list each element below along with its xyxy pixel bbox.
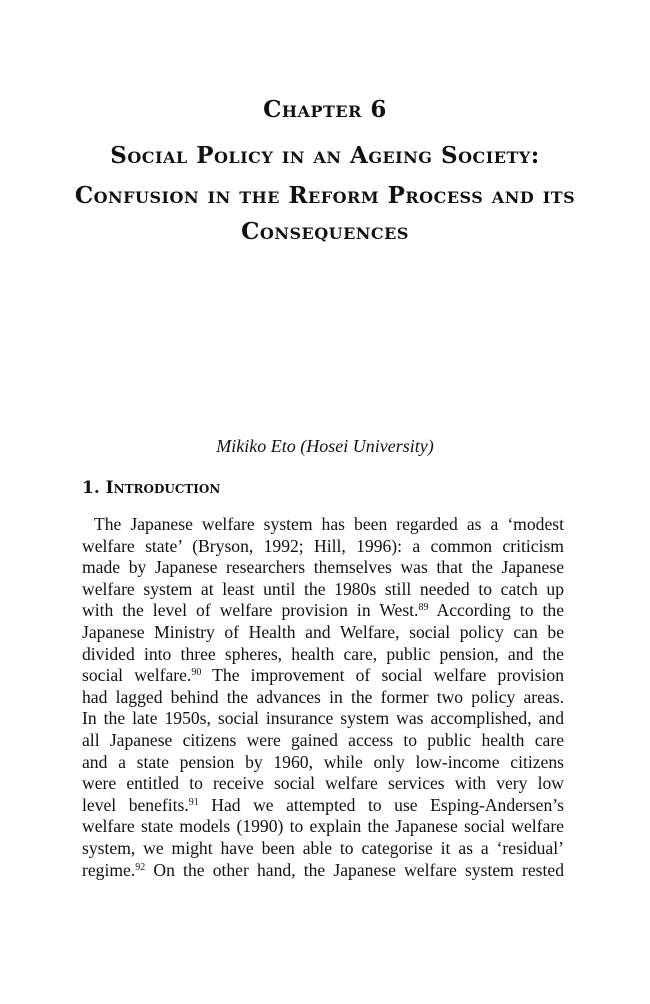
text-line: Japanese Ministry of Health and Welfare, social policy can be [82, 621, 564, 642]
footnote-ref: 90 [191, 667, 202, 679]
text-line: all Japanese citizens were gained access to public health care [82, 729, 564, 750]
text-line: system, we might have been able to categorise it as a ‘residual’ [82, 837, 564, 858]
text-line: had lagged behind the advances in the former two policy areas. [82, 686, 564, 707]
text-line: In the late 1950s, social insurance system was accomplished, and [82, 708, 564, 729]
text-line: with the level of welfare provision in West.$^{89}$ According to the [82, 600, 565, 621]
section-heading: 1. Introduction [82, 478, 221, 498]
text-line: welfare state’ (Bryson, 1992; Hill, 1996): a common criticism [82, 535, 564, 556]
text-line: and a state pension by 1960, while only low-income citizens [82, 751, 564, 772]
text-line: divided into three spheres, health care, public pension, and the [82, 643, 564, 664]
chapter-title-line-1: Social Policy in an Ageing Society: [110, 142, 540, 169]
author-affiliation: Mikiko Eto (Hosei University) [216, 436, 434, 456]
text-line: were entitled to receive social welfare services with very low [82, 773, 564, 794]
body-text [82, 514, 564, 881]
text-line: The Japanese welfare system has been regarded as a ‘modest [94, 514, 564, 534]
chapter-title-line-2: Confusion in the Reform Process and its [74, 182, 576, 209]
text-line: level benefits.$^{91}$ Had we attempted to use Esping-Andersen’s [82, 794, 564, 815]
footnote-ref: 89 [418, 602, 429, 614]
text-line: welfare system at least until the 1980s still needed to catch up [82, 578, 564, 599]
footnote-ref: 91 [188, 796, 199, 808]
text-line: regime.$^{92}$ On the other hand, the Japanese welfare system rested [82, 859, 564, 880]
text-line: welfare state models (1990) to explain the Japanese social welfare [82, 816, 564, 837]
chapter-title-line-3: Consequences [241, 218, 409, 245]
text-line: social welfare.$^{90}$ The improvement of social welfare provision [82, 665, 564, 686]
footnote-ref: 92 [135, 861, 146, 873]
text-line: made by Japanese researchers themselves was that the Japanese [82, 557, 564, 578]
chapter-label: Chapter 6 [263, 96, 387, 123]
